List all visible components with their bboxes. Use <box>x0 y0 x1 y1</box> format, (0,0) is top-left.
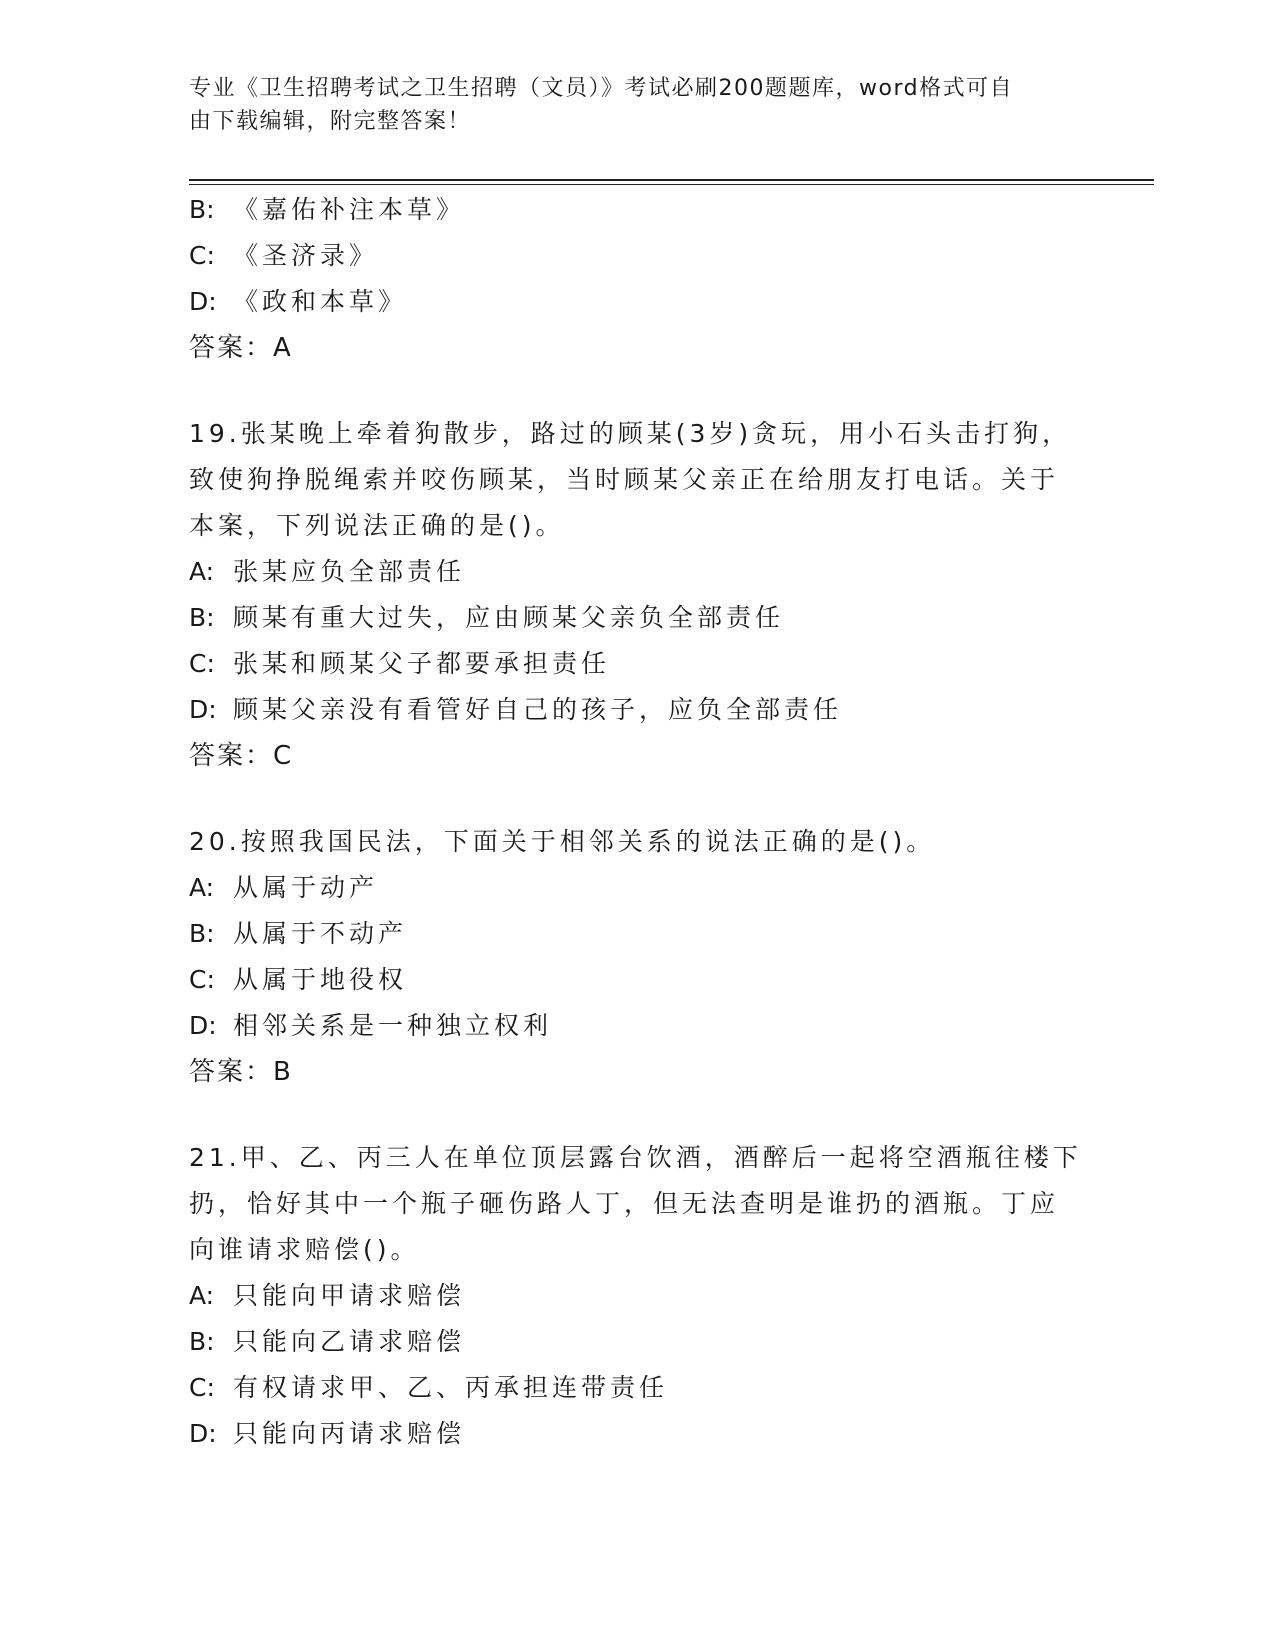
option-key: C: <box>189 241 215 270</box>
option-d <box>189 687 1089 733</box>
document-header <box>189 72 1069 138</box>
header-line-2: 由下载编辑，附完整答案！ <box>189 109 472 134</box>
question-19 <box>189 411 1089 779</box>
option-b <box>189 1319 1089 1365</box>
option-key: D: <box>189 1011 217 1040</box>
option-c <box>189 233 1089 279</box>
option-key: B: <box>189 919 215 948</box>
header-divider-thick <box>189 179 1154 181</box>
option-text: 从属于动产 <box>233 873 379 902</box>
answer-line: 答案：A <box>189 333 293 363</box>
option-d <box>189 279 1089 325</box>
option-d <box>189 1411 1089 1457</box>
answer-line: 答案：B <box>189 1057 293 1087</box>
option-key: C: <box>189 1373 215 1402</box>
question-20 <box>189 819 1089 1095</box>
option-d <box>189 1003 1089 1049</box>
option-c <box>189 957 1089 1003</box>
option-text: 《政和本草》 <box>233 287 408 316</box>
question-stem-line: 致使狗挣脱绳索并咬伤顾某，当时顾某父亲正在给朋友打电话。关于 <box>189 465 1060 494</box>
document-body <box>189 187 1089 1457</box>
option-text: 有权请求甲、乙、丙承担连带责任 <box>233 1373 669 1402</box>
question-stem-line: 扔，恰好其中一个瓶子砸伤路人丁，但无法查明是谁扔的酒瓶。丁应 <box>189 1189 1060 1218</box>
option-text: 张某和顾某父子都要承担责任 <box>233 649 611 678</box>
option-key: B: <box>189 1327 215 1356</box>
option-text: 相邻关系是一种独立权利 <box>233 1011 553 1040</box>
option-key: C: <box>189 965 215 994</box>
option-key: A: <box>189 1281 215 1310</box>
option-key: A: <box>189 873 215 902</box>
spacer <box>189 371 1089 411</box>
option-key: D: <box>189 1419 217 1448</box>
option-key: A: <box>189 557 215 586</box>
option-text: 只能向甲请求赔偿 <box>233 1281 466 1310</box>
option-b <box>189 187 1089 233</box>
header-line-1: 专业《卫生招聘考试之卫生招聘（文员）》考试必刷200题题库，word格式可自 <box>189 76 1014 101</box>
option-text: 只能向丙请求赔偿 <box>233 1419 466 1448</box>
option-text: 从属于不动产 <box>233 919 408 948</box>
question-stem-line: 21.甲、乙、丙三人在单位顶层露台饮酒，酒醉后一起将空酒瓶往楼下 <box>189 1143 1082 1172</box>
option-key: B: <box>189 603 215 632</box>
option-a <box>189 1273 1089 1319</box>
question-stem-line: 向谁请求赔偿()。 <box>189 1235 420 1264</box>
option-key: B: <box>189 195 215 224</box>
spacer <box>189 779 1089 819</box>
option-text: 只能向乙请求赔偿 <box>233 1327 466 1356</box>
option-text: 《圣济录》 <box>233 241 379 270</box>
question-18-tail <box>189 187 1089 371</box>
option-key: C: <box>189 649 215 678</box>
option-text: 顾某有重大过失，应由顾某父亲负全部责任 <box>233 603 785 632</box>
option-a <box>189 549 1089 595</box>
option-b <box>189 911 1089 957</box>
option-c <box>189 1365 1089 1411</box>
question-stem-line: 本案，下列说法正确的是()。 <box>189 511 565 540</box>
option-text: 从属于地役权 <box>233 965 408 994</box>
option-c <box>189 641 1089 687</box>
option-text: 张某应负全部责任 <box>233 557 466 586</box>
question-21 <box>189 1135 1089 1457</box>
question-stem-line: 20.按照我国民法，下面关于相邻关系的说法正确的是()。 <box>189 827 936 856</box>
option-text: 顾某父亲没有看管好自己的孩子，应负全部责任 <box>233 695 843 724</box>
option-key: D: <box>189 287 217 316</box>
option-key: D: <box>189 695 217 724</box>
option-text: 《嘉佑补注本草》 <box>233 195 466 224</box>
option-a <box>189 865 1089 911</box>
question-stem-line: 19.张某晚上牵着狗散步，路过的顾某(3岁)贪玩，用小石头击打狗， <box>189 419 1072 448</box>
option-b <box>189 595 1089 641</box>
answer-line: 答案：C <box>189 741 294 771</box>
spacer <box>189 1095 1089 1135</box>
header-divider-thin <box>189 184 1154 185</box>
